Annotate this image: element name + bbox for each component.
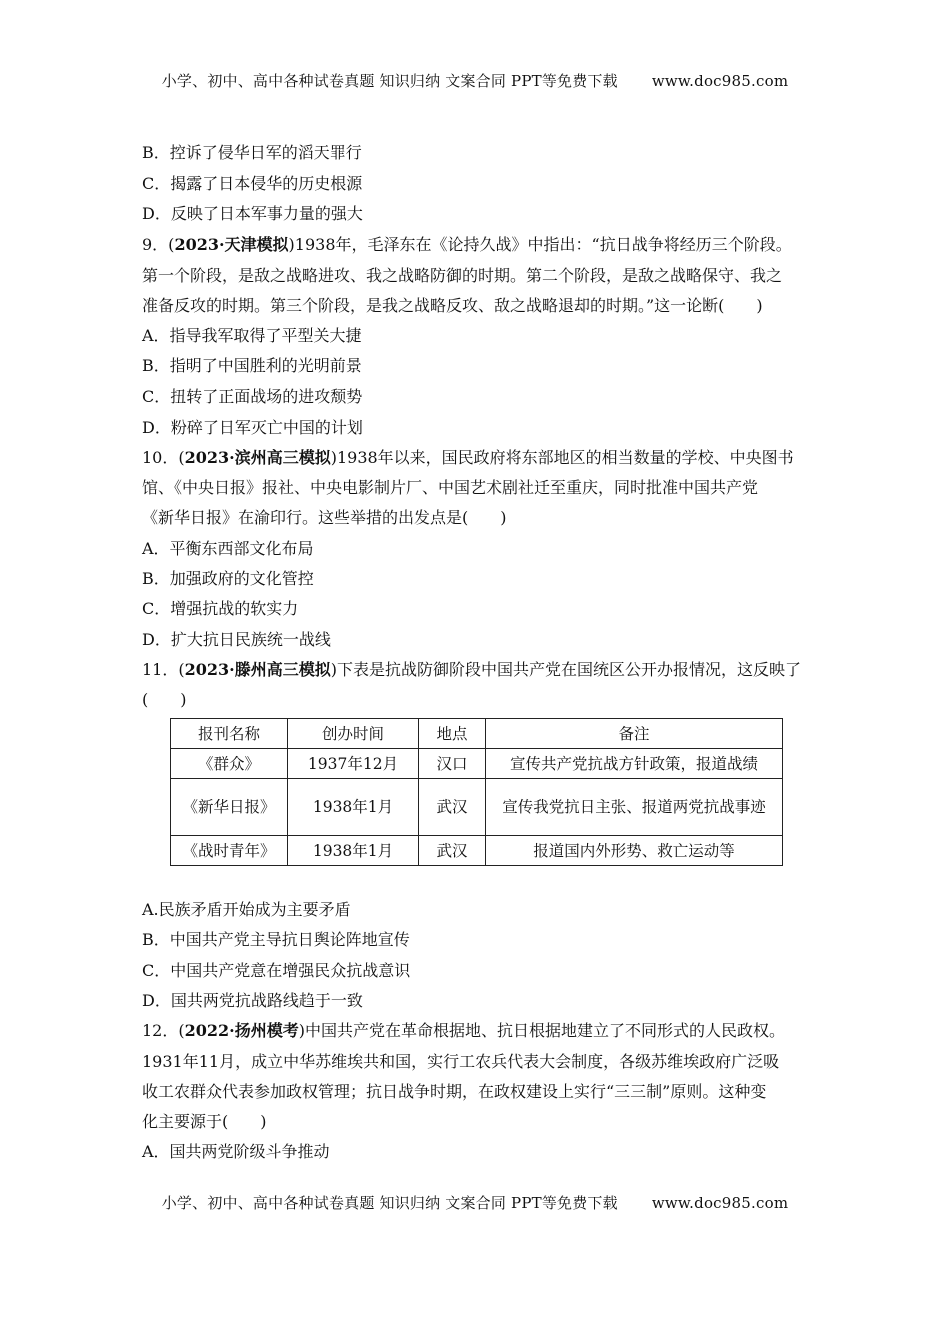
- table-header-row: [171, 719, 783, 749]
- table-row: [171, 836, 783, 866]
- table-cell: 《群众》: [171, 749, 288, 779]
- question-9-option-a: A．指导我军取得了平型关大捷: [142, 326, 362, 345]
- question-12-option-a: A．国共两党阶级斗争推动: [142, 1142, 330, 1161]
- option-d: D．反映了日本军事力量的强大: [142, 204, 363, 223]
- page-header: [0, 70, 950, 91]
- question-11-stem-line: ( ): [142, 690, 187, 709]
- question-12-stem-line: 1931年11月，成立中华苏维埃共和国，实行工农兵代表大会制度，各级苏维埃政府广泛吸: [142, 1052, 780, 1071]
- table-cell: 武汉: [419, 779, 486, 836]
- question-9-stem: 9．(2023·天津模拟)1938年，毛泽东在《论持久战》中指出：“抗日战争将经历三个阶段。: [142, 235, 792, 254]
- question-11-option-c: C．中国共产党意在增强民众抗战意识: [142, 961, 411, 980]
- question-12-stem: 12．(2022·扬州模考)中国共产党在革命根据地、抗日根据地建立了不同形式的人民政权。: [142, 1021, 785, 1040]
- question-11-stem: 11．(2023·滕州高三模拟)下表是抗战防御阶段中国共产党在国统区公开办报情况，这反映了: [142, 660, 801, 679]
- table-header-cell: 备注: [486, 719, 783, 749]
- question-9-option-b: B．指明了中国胜利的光明前景: [142, 356, 362, 375]
- footer-site-link[interactable]: www.doc985.com: [651, 1194, 789, 1212]
- question-10-stem-line: 馆、《中央日报》报社、中央电影制片厂、中国艺术剧社迁至重庆，同时批准中国共产党: [142, 478, 759, 497]
- option-b: B．控诉了侵华日军的滔天罪行: [142, 143, 362, 162]
- newspaper-table: [170, 718, 783, 866]
- table-header-cell: 地点: [419, 719, 486, 749]
- question-source: 2022·扬州模考: [184, 1021, 299, 1040]
- table-cell: 报道国内外形势、救亡运动等: [486, 836, 783, 866]
- question-11-option-a: A.民族矛盾开始成为主要矛盾: [142, 900, 351, 919]
- question-9-stem-line: 准备反攻的时期。第三个阶段，是我之战略反攻、敌之战略退却的时期。”这一论断( ): [142, 296, 763, 315]
- table-cell: 1938年1月: [288, 779, 419, 836]
- table-cell: 1938年1月: [288, 836, 419, 866]
- question-source: 2023·天津模拟: [174, 235, 289, 254]
- question-source: 2023·滨州高三模拟: [184, 448, 331, 467]
- question-10-stem-line: 《新华日报》在渝印行。这些举措的出发点是( ): [142, 508, 507, 527]
- header-text: 小学、初中、高中各种试卷真题 知识归纳 文案合同 PPT等免费下载: [161, 72, 618, 90]
- question-9-stem-line: 第一个阶段，是敌之战略进攻、我之战略防御的时期。第二个阶段，是敌之战略保守、我之: [142, 266, 783, 285]
- question-11-option-b: B．中国共产党主导抗日舆论阵地宣传: [142, 930, 410, 949]
- table-cell: 宣传共产党抗战方针政策，报道战绩: [486, 749, 783, 779]
- table-cell: 汉口: [419, 749, 486, 779]
- table-cell: 1937年12月: [288, 749, 419, 779]
- table-header-cell: 报刊名称: [171, 719, 288, 749]
- question-10-option-d: D．扩大抗日民族统一战线: [142, 630, 331, 649]
- question-source: 2023·滕州高三模拟: [184, 660, 331, 679]
- table-cell: 武汉: [419, 836, 486, 866]
- footer-text: 小学、初中、高中各种试卷真题 知识归纳 文案合同 PPT等免费下载: [161, 1194, 618, 1212]
- table-row: [171, 779, 783, 836]
- table-cell: 《战时青年》: [171, 836, 288, 866]
- question-10-stem: 10．(2023·滨州高三模拟)1938年以来，国民政府将东部地区的相当数量的学校、中央图书: [142, 448, 794, 467]
- table-header-cell: 创办时间: [288, 719, 419, 749]
- table-cell: 《新华日报》: [171, 779, 288, 836]
- header-site-link[interactable]: www.doc985.com: [651, 72, 789, 90]
- question-10-option-a: A．平衡东西部文化布局: [142, 539, 314, 558]
- question-9-option-c: C．扭转了正面战场的进攻颓势: [142, 387, 363, 406]
- question-10-option-c: C．增强抗战的软实力: [142, 599, 299, 618]
- table-cell: 宣传我党抗日主张、报道两党抗战事迹: [486, 779, 783, 836]
- question-12-stem-line: 收工农群众代表参加政权管理；抗日战争时期，在政权建设上实行“三三制”原则。这种变: [142, 1082, 767, 1101]
- question-10-option-b: B．加强政府的文化管控: [142, 569, 314, 588]
- question-11-option-d: D．国共两党抗战路线趋于一致: [142, 991, 363, 1010]
- question-9-option-d: D．粉碎了日军灭亡中国的计划: [142, 418, 363, 437]
- page-footer: [0, 1192, 950, 1213]
- question-12-stem-line: 化主要源于( ): [142, 1112, 267, 1131]
- option-c: C．揭露了日本侵华的历史根源: [142, 174, 363, 193]
- table-row: [171, 749, 783, 779]
